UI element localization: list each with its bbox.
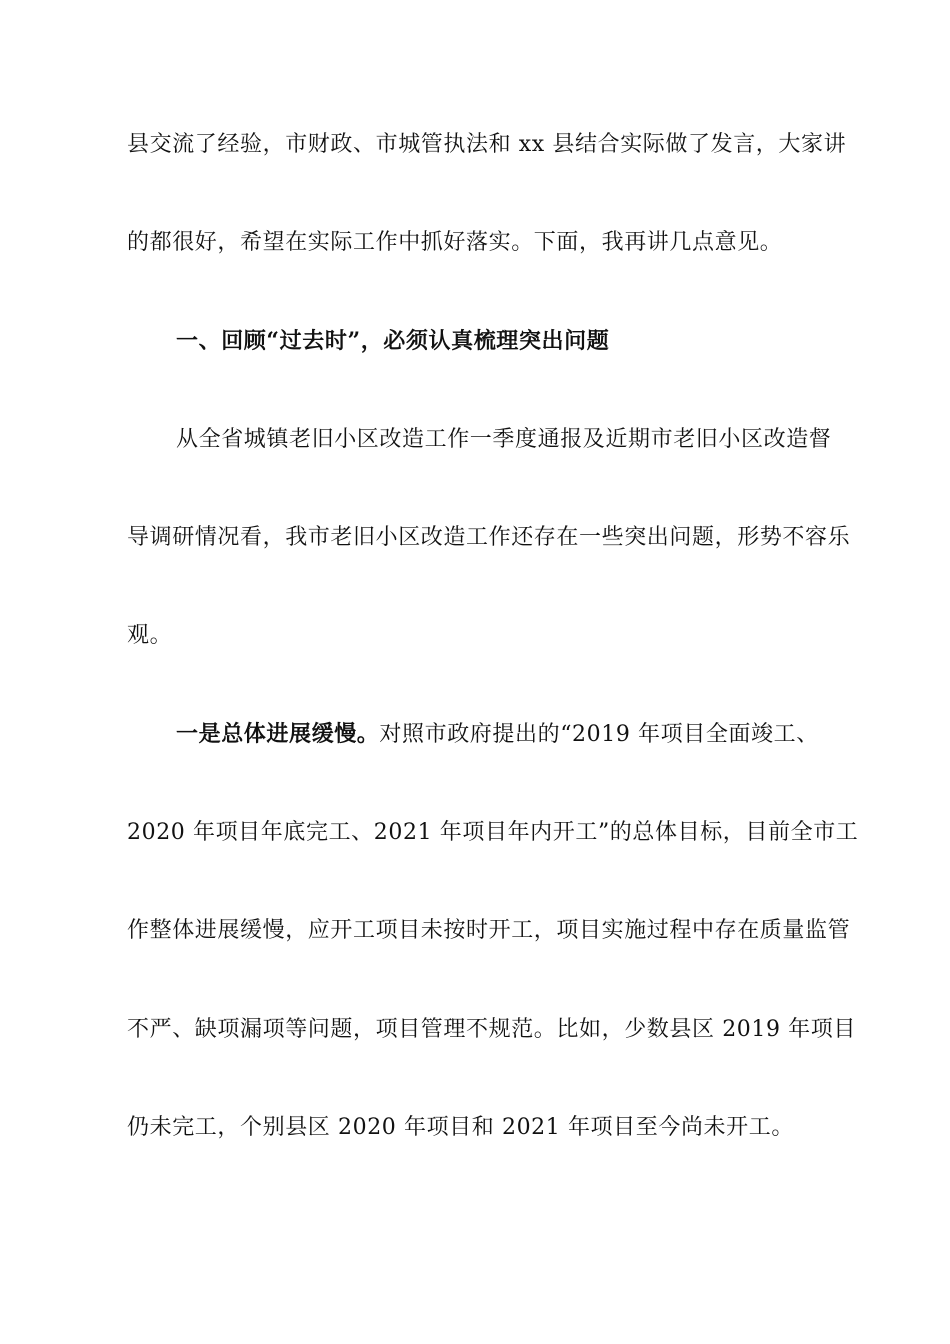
body-text-line: 从全省城镇老旧小区改造工作一季度通报及近期市老旧小区改造督 [176,427,832,452]
body-text-line: 作整体进展缓慢，应开工项目未按时开工，项目实施过程中存在质量监管 [127,918,851,943]
body-text-segment: 对照市政府提出的“2019 年项目全面竣工、 [379,722,819,747]
body-text-line: 仍未完工，个别县区 2020 年项目和 2021 年项目至今尚未开工。 [127,1115,794,1140]
lead-phrase: 一是总体进展缓慢。 [176,721,380,747]
body-text-line: 导调研情况看，我市老旧小区改造工作还存在一些突出问题，形势不容乐 [127,525,851,550]
body-text-line: 不严、缺项漏项等问题，项目管理不规范。比如，少数县区 2019 年项目 [127,1017,856,1042]
section-heading: 一、回顾“过去时”，必须认真梳理突出问题 [176,328,610,354]
body-text-line: 观。 [127,623,173,648]
body-text-line: 县交流了经验，市财政、市城管执法和 xx 县结合实际做了发言，大家讲 [127,132,847,157]
body-text-line: 2020 年项目年底完工、2021 年项目年内开工”的总体目标，目前全市工 [127,820,859,845]
body-text-line: 的都很好，希望在实际工作中抓好落实。下面，我再讲几点意见。 [127,230,783,255]
paragraph-first-line [176,719,896,750]
